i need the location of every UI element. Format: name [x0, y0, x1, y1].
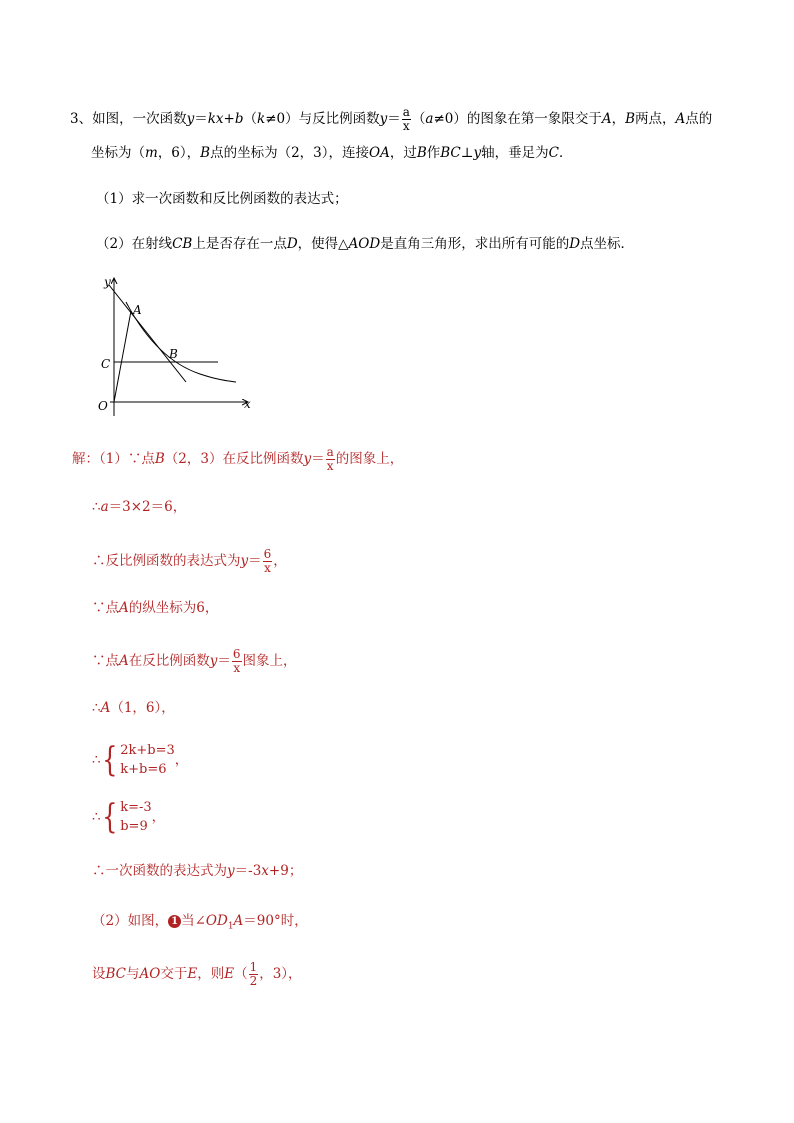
- solution-step-2: ∴a＝3×2＝6，: [92, 499, 187, 515]
- label-b: B: [169, 347, 178, 361]
- brace-icon: {: [101, 740, 117, 780]
- label-x: x: [244, 397, 251, 411]
- fraction-one-half: $\frac{1}{2}$: [249, 960, 258, 988]
- solution-step-5: ∵点A在反比例函数y＝ $\frac{6}{x}$ 图象上，: [92, 647, 297, 675]
- segment-oa: [114, 311, 131, 402]
- solution-step-4: ∵点A的纵坐标为6，: [92, 600, 219, 616]
- problem-line-1: 3、如图，一次函数y＝kx+b（k≠0）与反比例函数y＝ $\frac{a}{x}$ （a≠0）的图象在第一象限交于A，B两点，A点的: [70, 105, 713, 133]
- function-graph-figure: [90, 270, 260, 420]
- label-c: C: [101, 357, 111, 371]
- hyperbola-curve: [126, 302, 236, 382]
- label-a: A: [133, 303, 142, 317]
- equation-system-2: ∴{ k=-3 b=9 ，: [92, 797, 166, 837]
- solution-step-1: 解：（1）∵点B（2，3）在反比例函数y＝ $\frac{a}{x}$ 的图象上，: [72, 445, 404, 473]
- solution-step-7: ∴一次函数的表达式为y＝-3x+9；: [92, 863, 303, 879]
- solution-step-3: ∴反比例函数的表达式为y＝ $\frac{6}{x}$ ，: [92, 547, 287, 575]
- solution-step-6: ∴A（1，6），: [92, 700, 175, 716]
- equation-system-1: ∴{ 2k+b=3 k+b=6 ，: [92, 740, 189, 780]
- question-2: （2）在射线CB上是否存在一点D，使得△AOD是直角三角形，求出所有可能的D点坐标．: [96, 236, 635, 252]
- brace-icon: {: [101, 797, 117, 837]
- label-o: O: [98, 399, 108, 413]
- fraction-a-over-x: $\frac{a}{x}$: [402, 105, 410, 133]
- fraction-6-over-x-2: $\frac{6}{x}$: [232, 647, 241, 675]
- solution-step-9: 设BC与AO交于E，则E（ $\frac{1}{2}$ ，3），: [92, 960, 302, 988]
- circled-one-icon: 1: [168, 915, 181, 928]
- fraction-6-over-x: $\frac{6}{x}$: [263, 547, 272, 575]
- problem-line-2: 坐标为（m，6），B点的坐标为（2，3），连接OA，过B作BC⊥y轴，垂足为C．: [91, 145, 573, 161]
- label-y: y: [104, 275, 111, 289]
- fraction-a-over-x-2: $\frac{a}{x}$: [326, 445, 334, 473]
- solution-step-8: （2）如图， 1 当$\angle OD_1A=90^\circ$时，: [92, 913, 308, 932]
- question-1: （1）求一次函数和反比例函数的表达式；: [96, 191, 348, 207]
